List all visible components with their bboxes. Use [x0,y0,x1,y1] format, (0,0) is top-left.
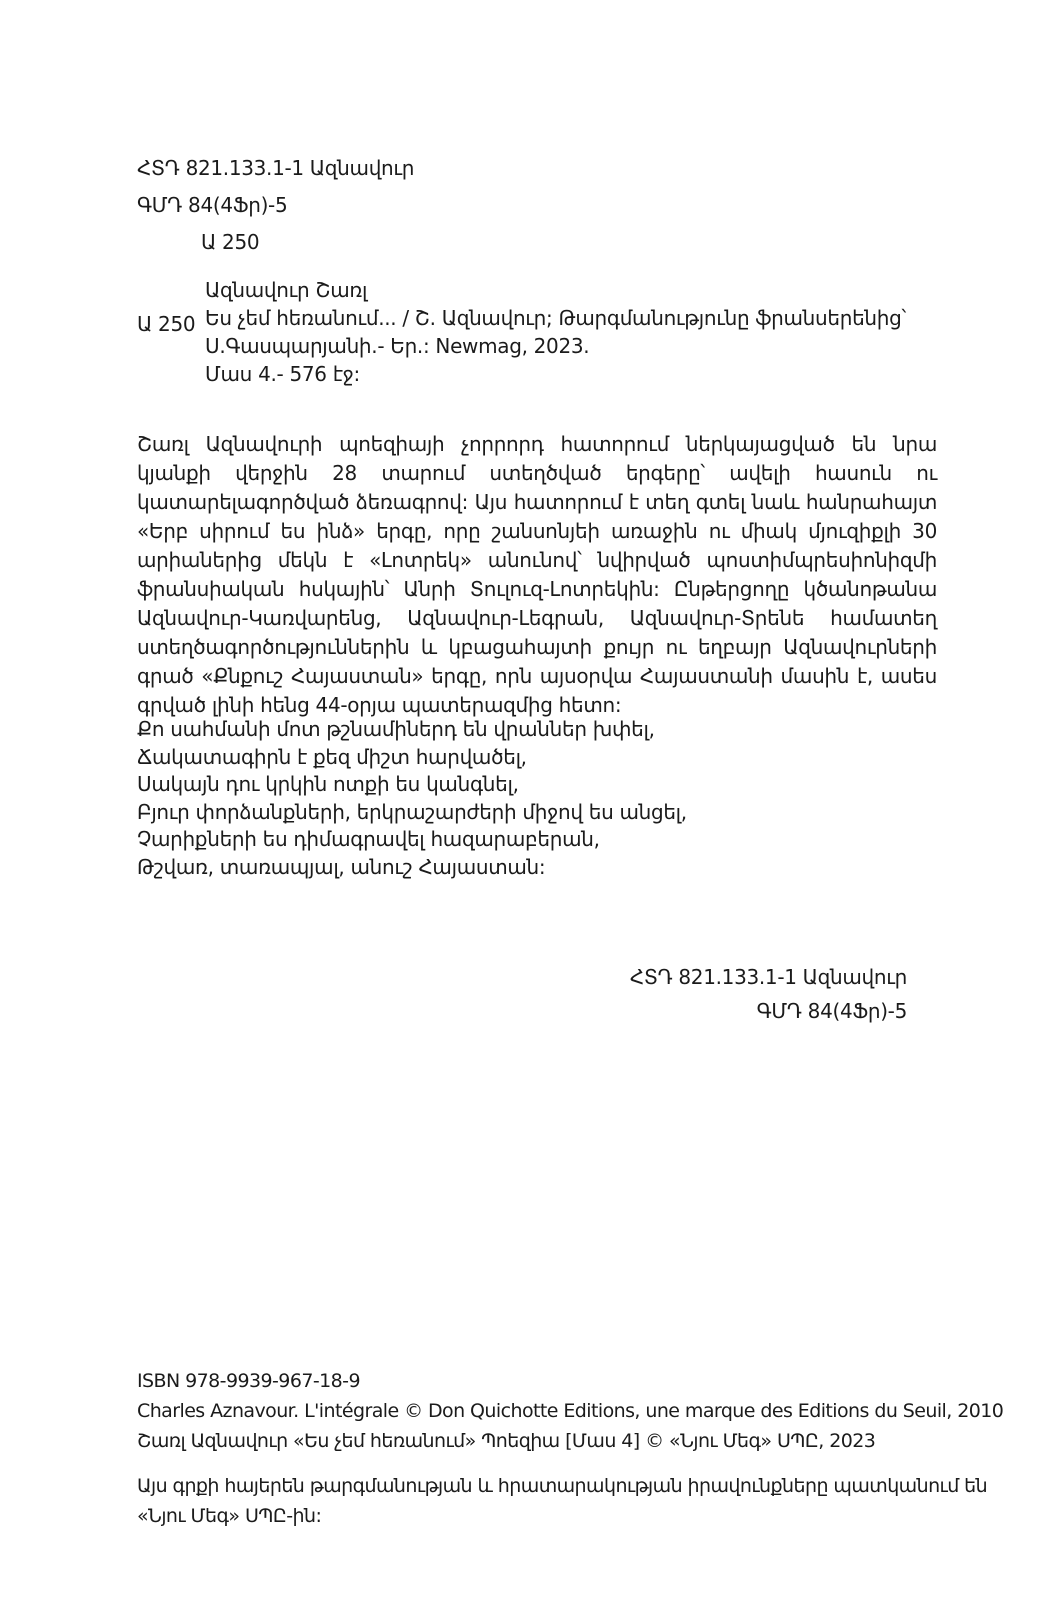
author-sign-line: Ա 250 [201,230,260,254]
poem-line: Ճակատագիրն է քեզ միշտ հարվածել, [137,744,527,769]
catalog-pages-line: Մաս 4.- 576 էջ: [205,362,360,386]
copyright-line-french: Charles Aznavour. L'intégrale © Don Quichotte Editions, une marque des Editions du Seuil, 2010 [137,1400,1004,1422]
rights-notice: Այս գրքի հայերեն թարգմանության և հրատարակության իրավունքները պատկանում են «Նյու Մեգ» ՍՊԸ-ին: [137,1475,988,1527]
udc-code-line: ՀՏԴ 821.133.1-1 Ազնավուր [629,965,907,989]
udc-code-block [137,150,414,261]
poem-line: Չարիքների ես դիմագրավել հազարաբերան, [137,827,600,851]
catalog-title-line: Ես չեմ հեռանում... / Շ. Ազնավուր; Թարգմանությունը ֆրանսերենից՝ [205,306,906,330]
poem-line: Թշվառ, տառապյալ, անուշ Հայաստան: [137,854,546,879]
udc-code-line: ՀՏԴ 821.133.1-1 Ազնավուր [137,156,415,180]
dedication-poem [137,716,687,881]
isbn-line: ISBN 978-9939-967-18-9 [137,1370,360,1392]
catalog-entry [137,276,906,388]
poem-line: Բյուր փորձանքների, երկրաշարժերի միջով ես անցել, [137,799,687,824]
catalog-publisher-line: Ս.Գասպարյանի.- Եր.: Newmag, 2023. [205,334,590,358]
catalog-author-line: Ազնավուր Շառլ [205,278,368,302]
copyright-line-armenian: Շառլ Ազնավուր «Ես չեմ հեռանում» Պոեզիա [Մաս 4] © «Նյու Մեգ» ՍՊԸ, 2023 [137,1430,876,1452]
udc-code-footer [137,960,907,1028]
imprint-block [137,1366,1003,1456]
lbc-code-line: ԳՄԴ 84(4Ֆր)-5 [756,999,907,1023]
annotation-paragraph: Շառլ Ազնավուրի պոեզիայի չորրորդ հատորում ներկայացված են նրա կյանքի վերջին 28 տարում ստեղծված երգերը՝ ավելի հասուն ու կատարելագործված ձեռագրով: Այս հատորում է տեղ գտել նաև հանրահայտ «Երբ սիրում ես ինձ» երգը, որը շանսոնյեի առաջին ու միակ մյուզիքլի 30 արիաներից մեկն է «Լոտրեկ» անունով՝ նվիրված պոստիմպրեսիոնիզմի ֆրանսիական հսկային՝ Անրի Տուլուզ-Լոտրեկին: Ընթերցողը կծանոթանա Ազնավուր-Կառվարենց, Ազնավուր-Լեգրան, Ազնավուր-Տրենե համատեղ ստեղծագործություններին և կբացահայտի քույր ու եղբայր Ազնավուրների գրած «Քնքուշ Հայաստան» երգը, որն այսօրվա Հայաստանի մասին է, ասես գրված լինի հենց 44-օրյա պատերազմից հետո: [137,432,937,717]
catalog-entry-lines [205,276,906,388]
lbc-code-line: ԳՄԴ 84(4Ֆր)-5 [137,193,288,217]
catalog-entry-label: Ա 250 [137,312,196,336]
poem-line: Սակայն դու կրկին ոտքի ես կանգնել, [137,772,519,796]
poem-line: Քո սահմանի մոտ թշնամիներդ են վրաններ խփել, [137,717,655,741]
